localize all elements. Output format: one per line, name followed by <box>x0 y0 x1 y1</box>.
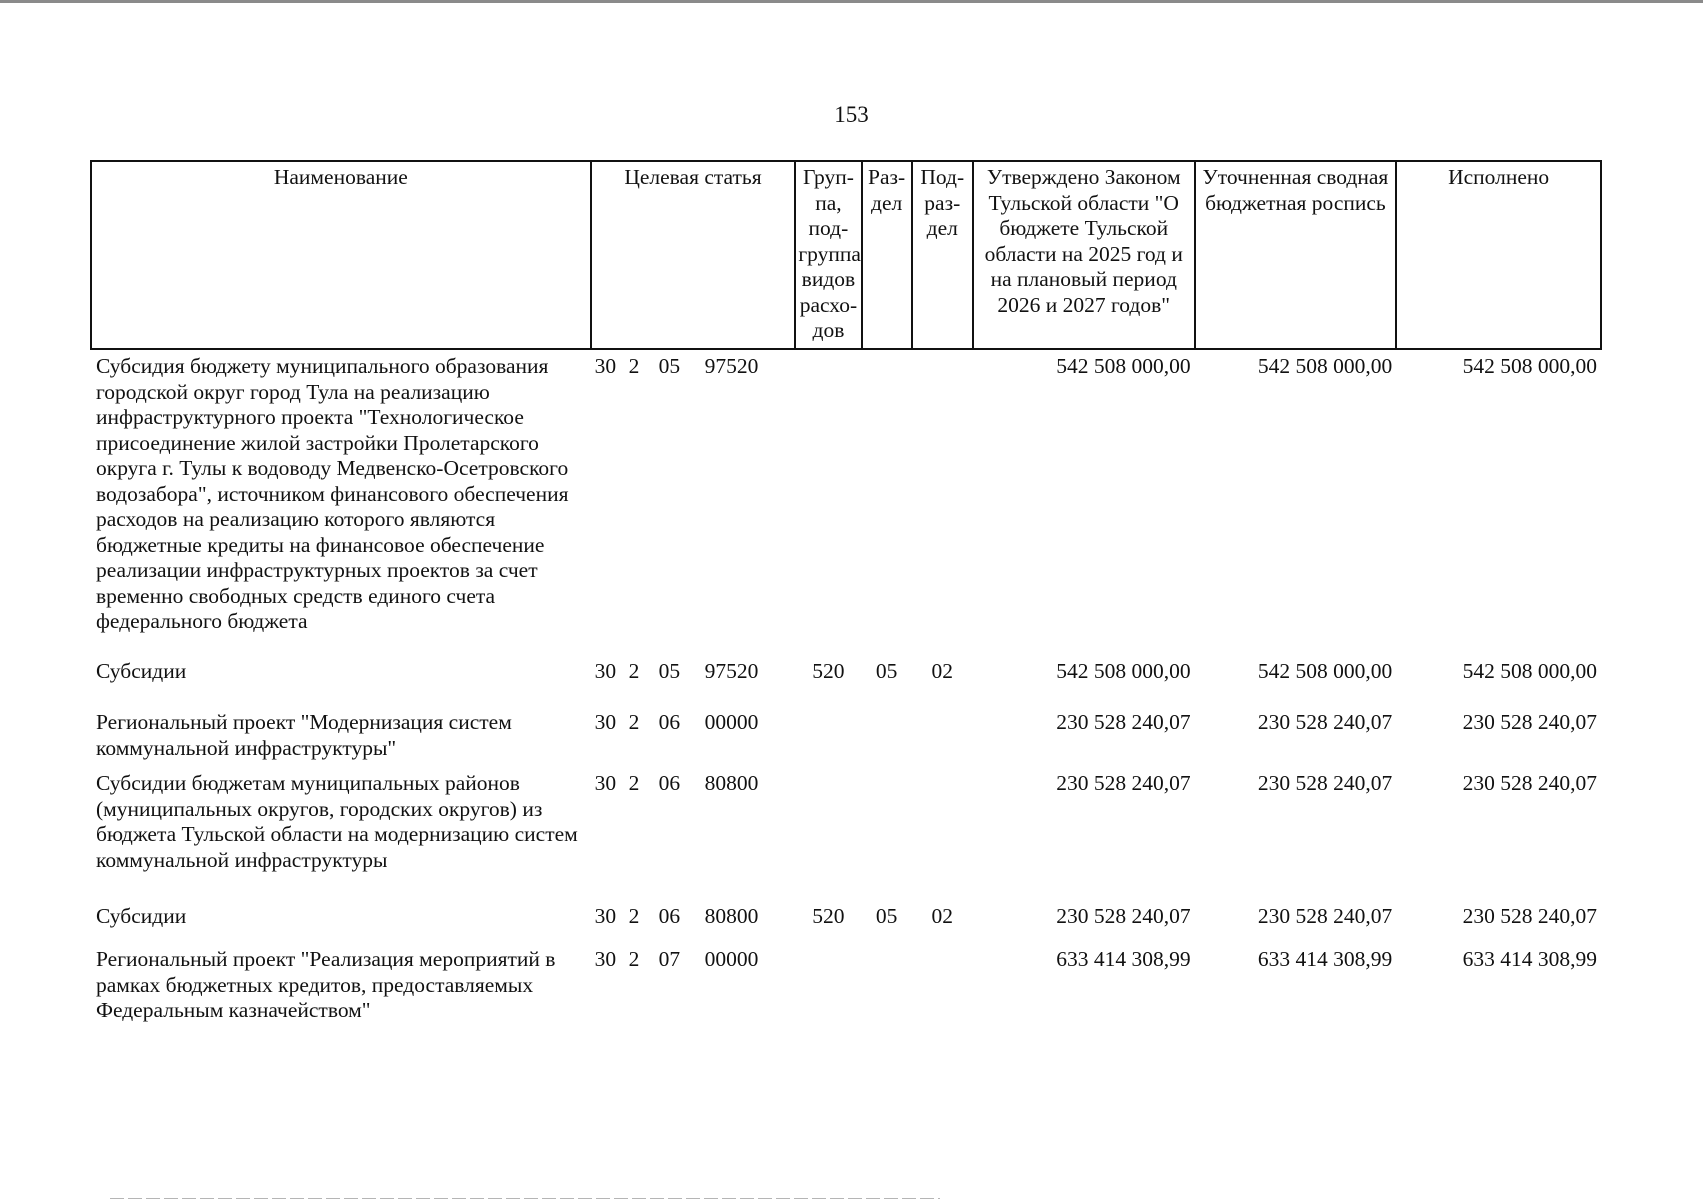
target-direction: 97520 <box>704 354 759 378</box>
row-section <box>862 702 912 767</box>
row-refined: 542 508 000,00 <box>1257 659 1393 683</box>
row-refined: 230 528 240,07 <box>1257 904 1393 928</box>
row-subsection: 02 <box>931 659 954 683</box>
header-expense-group: Груп-па, под-группа видов расхо-дов <box>795 161 861 349</box>
row-name: Субсидии <box>96 659 187 683</box>
row-name: Субсидии <box>96 904 187 928</box>
table-row <box>91 947 1601 1027</box>
row-expense-group <box>795 702 861 767</box>
row-approved: 633 414 308,99 <box>1056 947 1191 971</box>
header-target-article: Целевая статья <box>591 161 796 349</box>
budget-table <box>90 160 1602 1027</box>
target-direction: 00000 <box>704 710 759 734</box>
target-event: 05 <box>658 354 681 378</box>
row-refined: 633 414 308,99 <box>1257 947 1393 971</box>
row-approved: 542 508 000,00 <box>1056 354 1191 378</box>
target-event: 07 <box>658 947 681 971</box>
table-row <box>91 702 1601 767</box>
target-program: 30 <box>594 710 617 734</box>
target-program: 30 <box>594 904 617 928</box>
header-approved: Утверждено Законом Тульской области "О бюджете Тульской области на 2025 год и на плановый период 2026 и 2027 годов" <box>973 161 1195 349</box>
target-event: 05 <box>658 659 681 683</box>
target-direction: 00000 <box>704 947 759 971</box>
row-approved: 230 528 240,07 <box>1056 771 1191 795</box>
row-executed: 230 528 240,07 <box>1462 710 1597 734</box>
target-event: 06 <box>658 710 681 734</box>
header-executed: Исполнено <box>1396 161 1601 349</box>
target-program: 30 <box>594 771 617 795</box>
table-row <box>91 904 1601 947</box>
row-section <box>862 767 912 904</box>
header-subsection: Под-раз-дел <box>912 161 973 349</box>
target-event: 06 <box>658 904 681 928</box>
target-program: 30 <box>594 659 617 683</box>
header-section: Раз-дел <box>862 161 912 349</box>
table-row <box>91 767 1601 904</box>
target-direction: 80800 <box>704 771 759 795</box>
target-subprogram: 2 <box>628 354 640 378</box>
row-name: Субсидия бюджету муниципального образования городской округ город Тула на реализацию инфраструктурного проекта "Технологическое присоединение жилой застройки Пролетарского округа г. Тулы к водоводу Медвенско-Осетровского водозабора", источником финансового обеспечения расходов на реализацию которого являются бюджетные кредиты на финансовое обеспечение реализации инфраструктурных проектов за счет временно свободных средств единого счета федерального бюджета <box>96 354 569 633</box>
target-program: 30 <box>594 354 617 378</box>
row-executed: 230 528 240,07 <box>1462 771 1597 795</box>
row-expense-group <box>795 947 861 1027</box>
target-subprogram: 2 <box>628 659 640 683</box>
row-section: 05 <box>875 659 898 683</box>
row-target-article <box>591 904 796 947</box>
row-refined: 542 508 000,00 <box>1257 354 1393 378</box>
row-section <box>862 349 912 659</box>
row-target-article <box>591 702 796 767</box>
table-header-row <box>91 161 1601 349</box>
table-row <box>91 349 1601 659</box>
header-refined: Уточненная сводная бюджетная роспись <box>1195 161 1397 349</box>
target-program: 30 <box>594 947 617 971</box>
target-subprogram: 2 <box>628 904 640 928</box>
row-subsection <box>912 767 973 904</box>
scan-top-edge <box>0 0 1703 3</box>
row-executed: 633 414 308,99 <box>1462 947 1597 971</box>
table-row <box>91 659 1601 702</box>
row-refined: 230 528 240,07 <box>1257 710 1393 734</box>
target-direction: 80800 <box>704 904 759 928</box>
row-section <box>862 947 912 1027</box>
row-expense-group <box>795 349 861 659</box>
row-target-article <box>591 349 796 659</box>
row-name: Субсидии бюджетам муниципальных районов (муниципальных округов, городских округов) из бюджета Тульской области на модернизацию систем коммунальной инфраструктуры <box>96 771 578 872</box>
row-expense-group: 520 <box>812 904 845 928</box>
row-expense-group: 520 <box>812 659 845 683</box>
row-approved: 230 528 240,07 <box>1056 904 1191 928</box>
target-subprogram: 2 <box>628 771 640 795</box>
page-number: 153 <box>834 102 869 127</box>
row-approved: 230 528 240,07 <box>1056 710 1191 734</box>
row-target-article <box>591 947 796 1027</box>
row-subsection <box>912 702 973 767</box>
row-name: Региональный проект "Реализация мероприятий в рамках бюджетных кредитов, предоставляемых Федеральным казначейством" <box>96 947 556 1022</box>
target-subprogram: 2 <box>628 710 640 734</box>
target-event: 06 <box>658 771 681 795</box>
row-expense-group <box>795 767 861 904</box>
row-subsection <box>912 349 973 659</box>
row-name: Региональный проект "Модернизация систем коммунальной инфраструктуры" <box>96 710 512 760</box>
row-executed: 230 528 240,07 <box>1462 904 1597 928</box>
row-target-article <box>591 659 796 702</box>
target-subprogram: 2 <box>628 947 640 971</box>
target-direction: 97520 <box>704 659 759 683</box>
row-subsection <box>912 947 973 1027</box>
scan-bottom-rule <box>110 1198 940 1199</box>
row-executed: 542 508 000,00 <box>1462 354 1597 378</box>
row-refined: 230 528 240,07 <box>1257 771 1393 795</box>
row-approved: 542 508 000,00 <box>1056 659 1191 683</box>
row-target-article <box>591 767 796 904</box>
header-name: Наименование <box>91 161 591 349</box>
row-section: 05 <box>875 904 898 928</box>
row-subsection: 02 <box>931 904 954 928</box>
row-executed: 542 508 000,00 <box>1462 659 1597 683</box>
